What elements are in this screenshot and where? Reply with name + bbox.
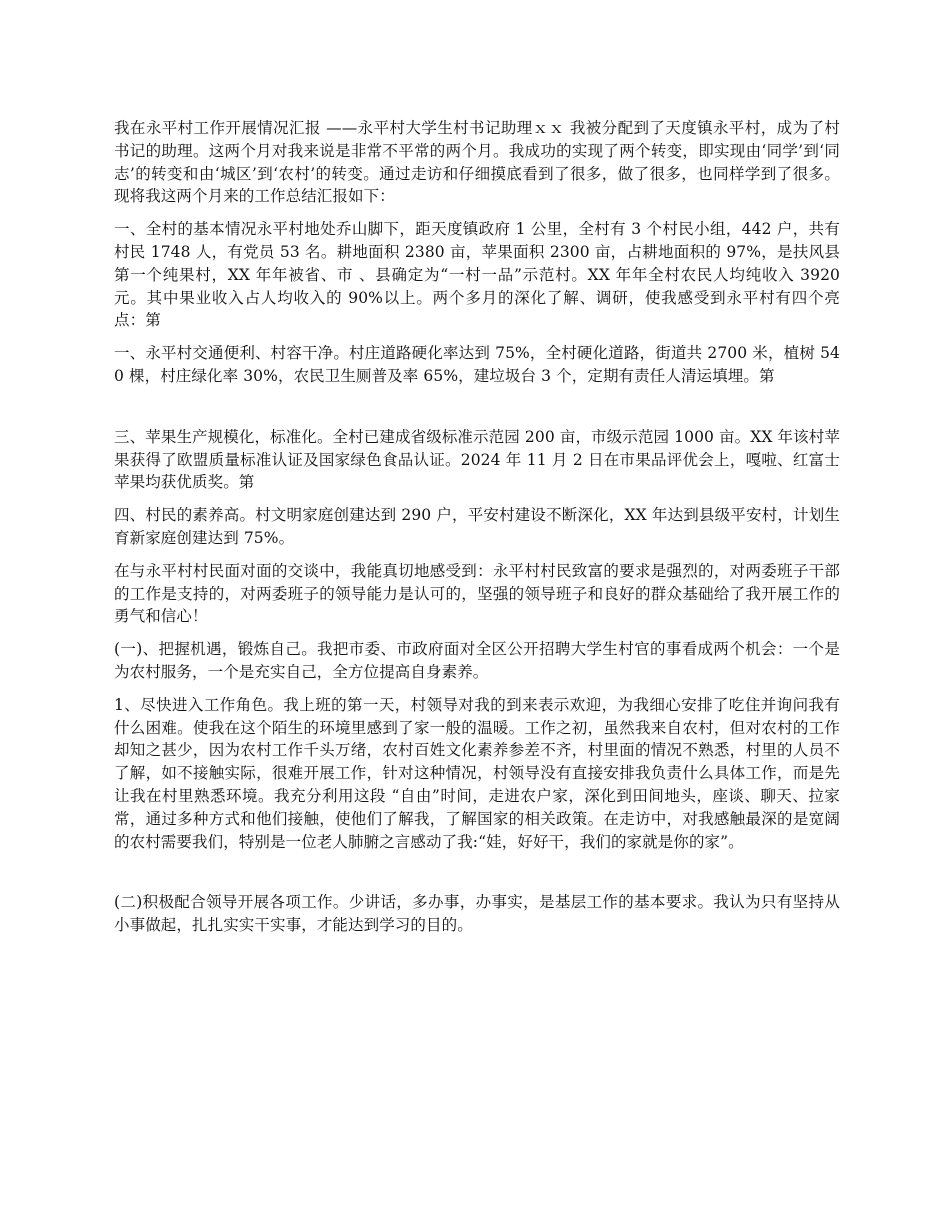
paragraph-villager-feelings: 在与永平村村民面对面的交谈中，我能真切地感受到：永平村村民致富的要求是强烈的，对两委班子干部的工作是支持的，对两委班子的领导能力是认可的，坚强的领导班子和良好的群众基础给了我开展工作的勇气和信心！: [114, 561, 840, 626]
paragraph-transport: 一、永平村交通便利、村容干净。村庄道路硬化率达到 75%，全村硬化道路，街道共 2700 米，植树 540 棵，村庄绿化率 30%，农民卫生厕普及率 65%，建垃圾台 3 个，定期有责任人清运填埋。第: [114, 344, 840, 385]
paragraph-cooperate-leaders: (二)积极配合领导开展各项工作。少讲话，多办事，办事实，是基层工作的基本要求。我认为只有坚持从小事做起，扎扎实实干实事，才能达到学习的目的。: [114, 893, 840, 935]
paragraph-apple-production: 三、苹果生产规模化，标准化。全村已建成省级标准示范园 200 亩，市级示范园 1000 亩。XX 年该村苹果获得了欧盟质量标准认证及国家绿色食品认证。2024 年 11 月 2 日在市果品评优会上，嘎啦、红富士苹果均获优质奖。第: [114, 427, 840, 492]
paragraph-seize-opportunity: (一)、把握机遇，锻炼自己。我把市委、市政府面对全区公开招聘大学生村官的事看成两个机会：一个是为农村服务，一个是充实自己，全方位提高自身素养。: [114, 640, 840, 681]
paragraph-village-overview: 一、全村的基本情况永平村地处乔山脚下，距天度镇政府 1 公里，全村有 3 个村民小组，442 户，共有村民 1748 人，有党员 53 名。耕地面积 2380 亩，苹果面积 2300 亩，占耕地面积的 97%，是扶风县第一个纯果村，XX 年年被省、市 、县确定为“一村一品”示范村。XX 年年全村农民人均纯收入 3920 元。其中果业收入占人均收入的 90%以上。两个多月的深化了解、调研，使我感受到永平村有四个亮点：第: [114, 220, 840, 330]
paragraph-villager-quality: 四、村民的素养高。村文明家庭创建达到 290 户，平安村建设不断深化，XX 年达到县级平安村，计划生育新家庭创建达到 75%。: [114, 506, 840, 547]
paragraph-intro: 我在永平村工作开展情况汇报 ——永平村大学生村书记助理ｘｘ 我被分配到了天度镇永平村，成为了村书记的助理。这两个月对我来说是非常不平常的两个月。我成功的实现了两个转变，即实现由‘同学’到‘同志’的转变和由‘城区’到‘农村’的转变。通过走访和仔细摸底看到了很多，做了很多，也同样学到了很多。现将我这两个月来的工作总结汇报如下：: [114, 119, 840, 206]
document-body: [114, 117, 840, 947]
paragraph-enter-role: 1、尽快进入工作角色。我上班的第一天，村领导对我的到来表示欢迎，为我细心安排了吃住并询问我有什么困难。使我在这个陌生的环境里感到了家一般的温暖。工作之初，虽然我来自农村，但对农村的工作却知之甚少，因为农村工作千头万绪，农村百姓文化素养参差不齐，村里面的情况不熟悉，村里的人员不了解，如不接触实际，很难开展工作，针对这种情况，村领导没有直接安排我负责什么具体工作，而是先让我在村里熟悉环境。我充分利用这段 “自由”时间，走进农户家，深化到田间地头，座谈、聊天、拉家常，通过多种方式和他们接触，使他们了解我，了解国家的相关政策。在走访中，对我感触最深的是宽阔的农村需要我们，特别是一位老人肺腑之言感动了我:“娃，好好干，我们的家就是你的家”。: [114, 695, 840, 851]
